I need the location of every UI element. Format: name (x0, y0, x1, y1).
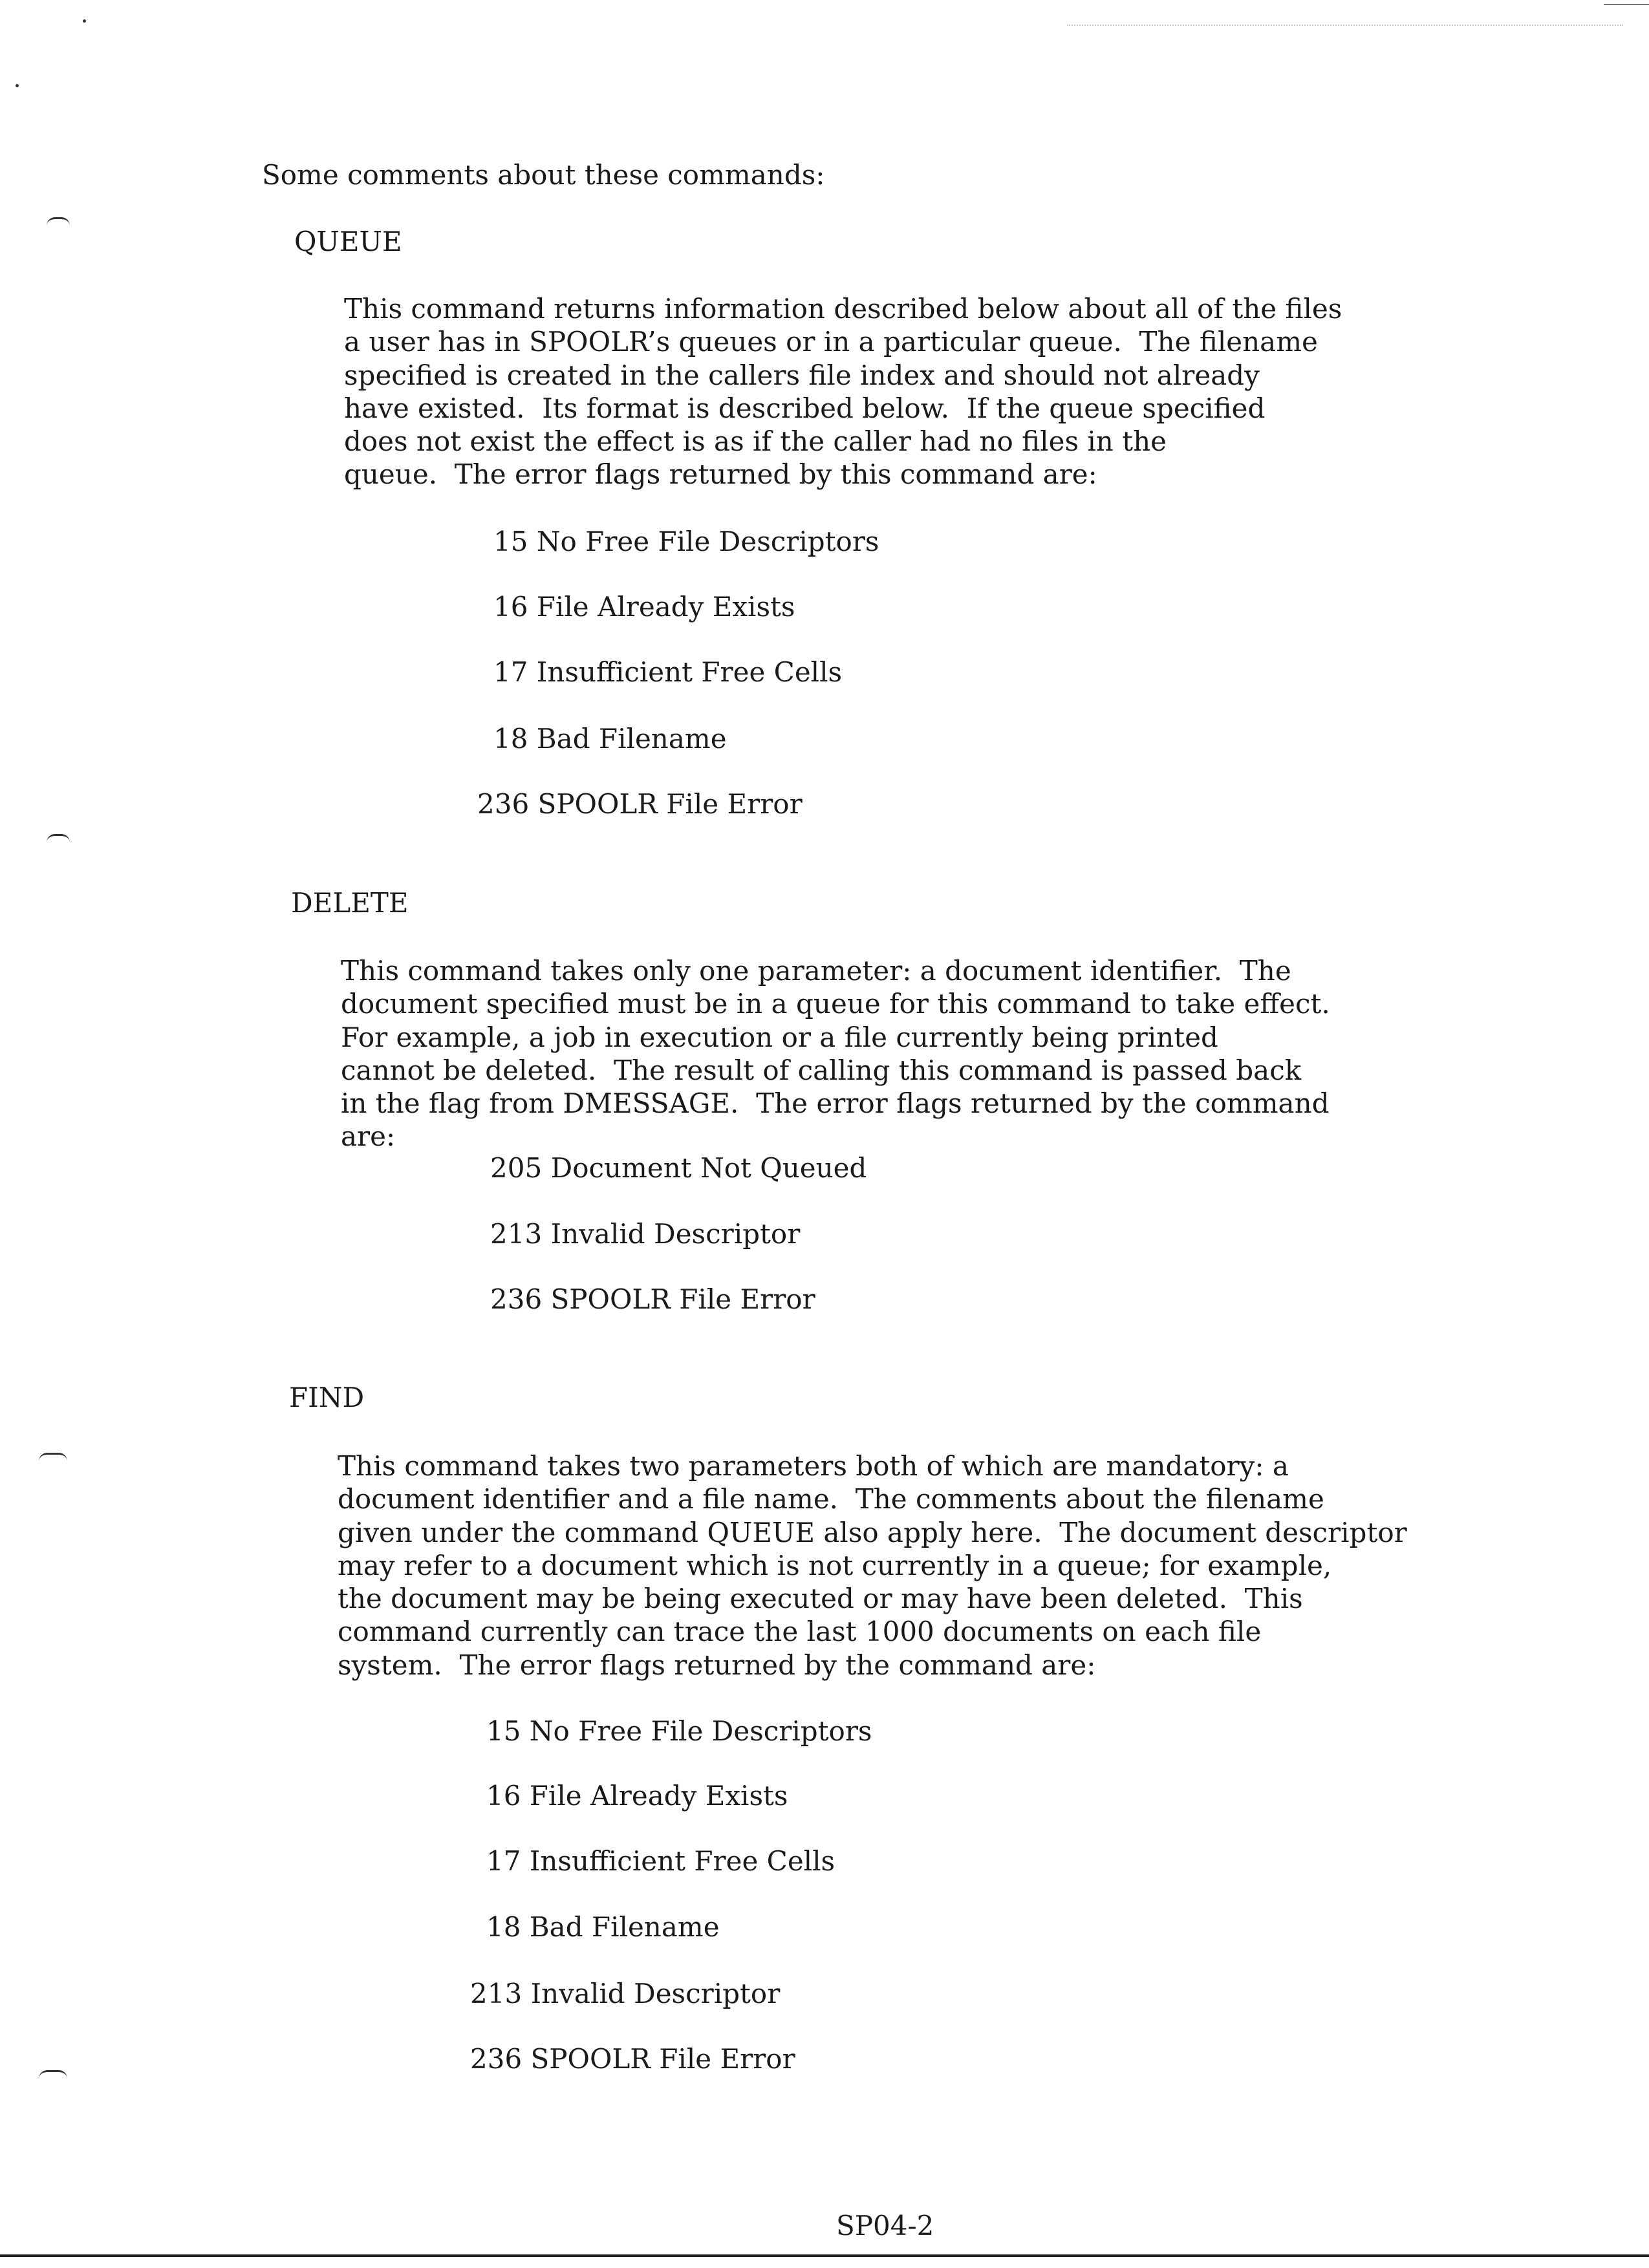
top-edge-line (1604, 4, 1649, 5)
punch-hole-mark (39, 1453, 67, 1461)
page-number: SP04-2 (836, 2210, 934, 2241)
error-item: 17 Insufficient Free Cells (486, 1845, 835, 1877)
section-heading-find: FIND (289, 1382, 365, 1413)
scan-artifact-line (1067, 25, 1623, 26)
punch-hole-mark (47, 834, 70, 842)
section-heading-delete: DELETE (291, 887, 409, 919)
error-item: 236 SPOOLR File Error (490, 1283, 815, 1315)
error-item: 17 Insufficient Free Cells (493, 656, 843, 688)
bottom-edge-line (0, 2254, 1649, 2257)
error-item: 205 Document Not Queued (490, 1152, 867, 1184)
error-item: 16 File Already Exists (493, 591, 795, 623)
error-item: 15 No Free File Descriptors (486, 1715, 872, 1747)
error-item: 15 No Free File Descriptors (493, 526, 879, 557)
error-item: 16 File Already Exists (486, 1780, 788, 1812)
error-item: 213 Invalid Descriptor (490, 1218, 801, 1250)
error-item: 213 Invalid Descriptor (470, 1978, 781, 2009)
section-paragraph-delete: This command takes only one parameter: a document identifier. The document specified must be in a queue for this command to take effect. For example, a job in execution or a file currently being printed cannot be deleted. The result of calling this command is passed back in the flag from DMESSAGE. The error flags returned by the command are: (341, 955, 1330, 1153)
error-item: 18 Bad Filename (493, 723, 727, 754)
scan-dot (83, 19, 86, 23)
punch-hole-mark (47, 217, 70, 226)
intro-text: Some comments about these commands: (262, 159, 825, 191)
scan-dot (16, 84, 19, 87)
error-item: 236 SPOOLR File Error (470, 2043, 795, 2075)
punch-hole-mark (39, 2070, 67, 2079)
error-item: 18 Bad Filename (486, 1911, 720, 1943)
section-heading-queue: QUEUE (294, 226, 402, 257)
error-item: 236 SPOOLR File Error (477, 788, 803, 820)
section-paragraph-queue: This command returns information described below about all of the files a user has in SPOOLR’s queues or in a particular queue. The filename specified is created in the callers file index and should not already have existed. Its format is described below. If the queue specified does not exist the effect is as if the caller had no files in the queue. The error flags returned by this command are: (344, 293, 1342, 491)
section-paragraph-find: This command takes two parameters both of which are mandatory: a document identifier and a file name. The comments about the filename given under the command QUEUE also apply here. The document descriptor may refer to a document which is not currently in a queue; for example, the document may be being executed or may have been deleted. This command currently can trace the last 1000 documents on each file system. The error flags returned by the command are: (338, 1450, 1407, 1681)
